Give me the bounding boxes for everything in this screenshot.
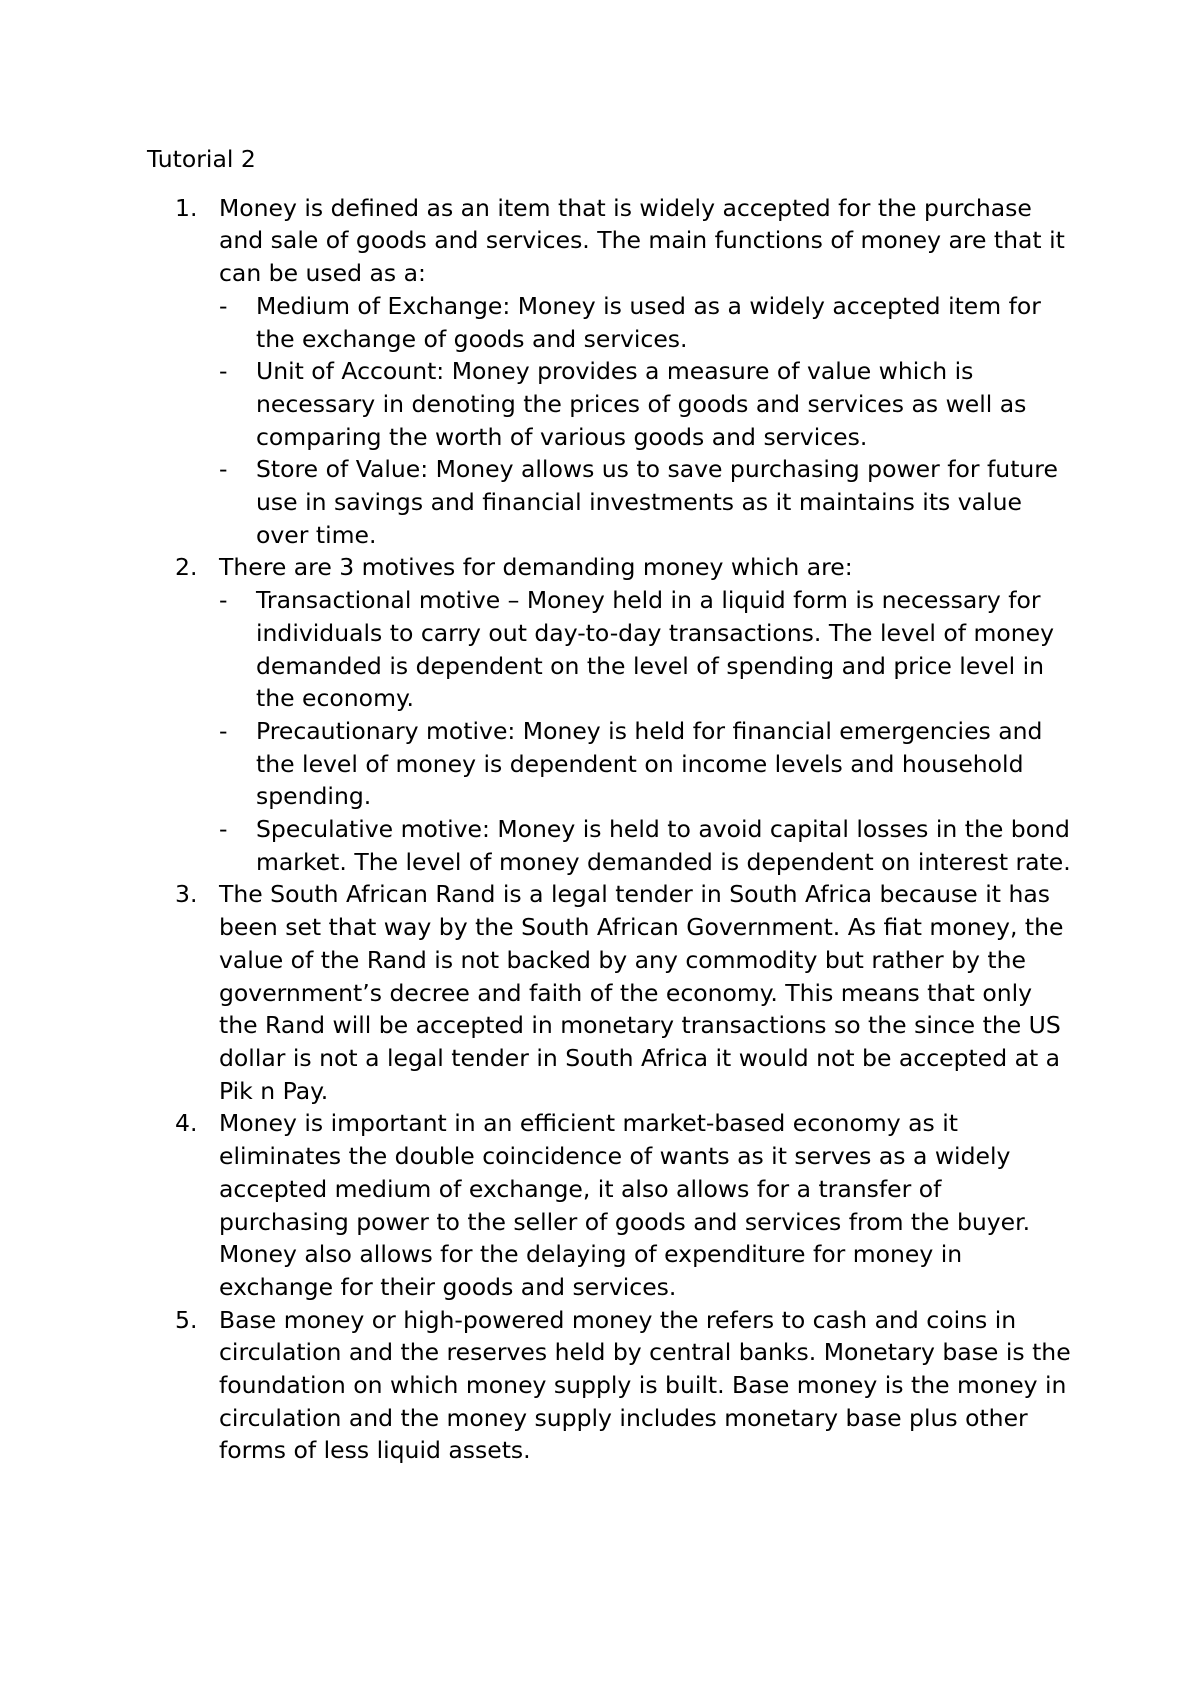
sub-item-store-of-value: [219, 453, 1077, 551]
item-number: 3.: [175, 880, 198, 909]
item-text: There are 3 motives for demanding money which are:: [219, 553, 853, 582]
item-number: 1.: [175, 193, 198, 222]
answer-item-4: [147, 1107, 1077, 1303]
sub-item-text: Speculative motive: Money is held to avoid capital losses in the bond market. The level of money demanded is dependent on interest rate.: [256, 815, 1071, 876]
dash-bullet: -: [219, 291, 228, 320]
sub-item-precautionary-motive: [219, 715, 1077, 813]
document-content: [147, 143, 1077, 1467]
item-number: 4.: [175, 1109, 198, 1138]
item-text: Money is important in an efficient market-based economy as it eliminates the double coincidence of wants as it serves as a widely accepted medium of exchange, it also allows for a transfer of purchasing power to the seller of goods and services from the buyer. Money also allows for the delaying of expenditure for money in exchange for their goods and services.: [219, 1109, 1031, 1301]
sub-list: [219, 290, 1077, 552]
sub-item-text: Transactional motive – Money held in a liquid form is necessary for individuals to carry out day-to-day transactions. The level of money demanded is dependent on the level of spending and price level in the economy.: [256, 586, 1054, 713]
item-text: Money is defined as an item that is widely accepted for the purchase and sale of goods and services. The main functions of money are that it can be used as a:: [219, 193, 1065, 288]
item-number: 2.: [175, 553, 198, 582]
dash-bullet: -: [219, 357, 228, 386]
sub-item-text: Medium of Exchange: Money is used as a widely accepted item for the exchange of goods and services.: [256, 291, 1041, 353]
answer-item-3: [147, 878, 1077, 1107]
sub-item-speculative-motive: [219, 813, 1077, 878]
sub-item-unit-of-account: [219, 355, 1077, 453]
answer-list: [147, 192, 1077, 1467]
sub-item-transactional-motive: [219, 584, 1077, 715]
answer-item-5: [147, 1304, 1077, 1468]
sub-item-text: Store of Value: Money allows us to save purchasing power for future use in savings and financial investments as it maintains its value over time.: [256, 455, 1058, 549]
dash-bullet: -: [219, 586, 228, 615]
sub-list: [219, 584, 1077, 878]
answer-item-2: [147, 551, 1077, 878]
sub-item-text: Unit of Account: Money provides a measure of value which is necessary in denoting the prices of goods and services as well as comparing the worth of various goods and services.: [256, 357, 1027, 451]
item-number: 5.: [175, 1305, 198, 1334]
item-text: The South African Rand is a legal tender in South Africa because it has been set that way by the South African Government. As fiat money, the value of the Rand is not backed by any commodity but rather by the government’s decree and faith of the economy. This means that only the Rand will be accepted in monetary transactions so the since the US dollar is not a legal tender in South Africa it would not be accepted at a Pik n Pay.: [219, 880, 1064, 1105]
item-text: Base money or high-powered money the refers to cash and coins in circulation and the reserves held by central banks. Monetary base is the foundation on which money supply is built. Base money is the money in circulation and the money supply includes monetary base plus other forms of less liquid assets.: [219, 1305, 1071, 1465]
dash-bullet: -: [219, 455, 228, 484]
sub-item-medium-of-exchange: [219, 290, 1077, 355]
dash-bullet: -: [219, 716, 228, 745]
answer-item-1: [147, 192, 1077, 552]
dash-bullet: -: [219, 815, 228, 844]
sub-item-text: Precautionary motive: Money is held for financial emergencies and the level of money is dependent on income levels and household spending.: [256, 716, 1043, 811]
document-title: Tutorial 2: [147, 145, 256, 173]
